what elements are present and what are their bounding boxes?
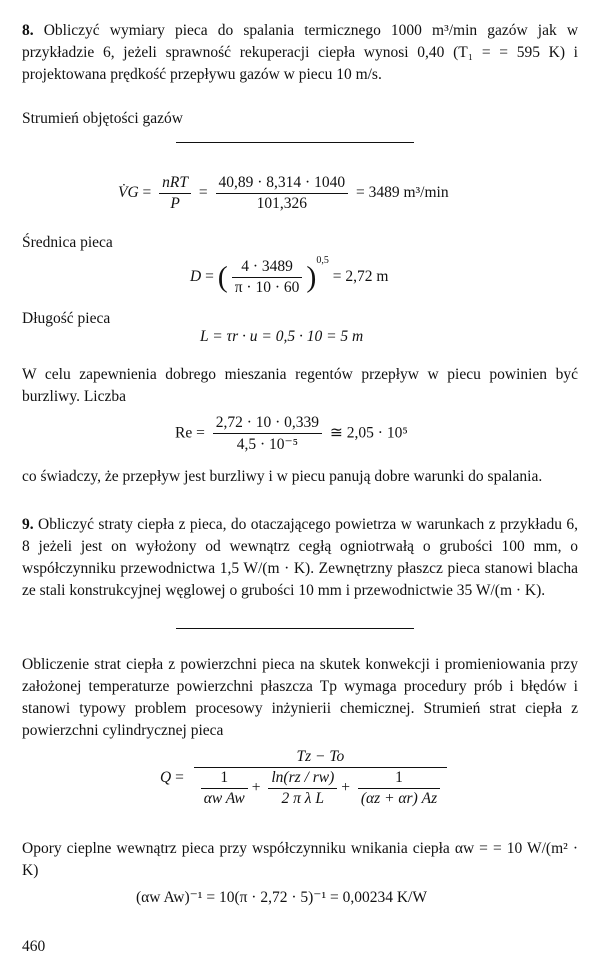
- eq-q-term2: [268, 769, 337, 808]
- eq-q-term1: [201, 769, 248, 808]
- eq-flow-frac2-num: 40,89 · 8,314 · 1040: [216, 174, 349, 194]
- eq-flow-lhs: V̇G: [118, 184, 139, 202]
- turbulence-text: W celu zapewnienia dobrego mieszania regentów przepływ w piecu powinien być burzliwy. Liczba: [22, 366, 578, 405]
- eq-d-exp: 0,5: [316, 255, 329, 267]
- problem-9-statement: [22, 514, 578, 602]
- eq-flow-frac1: [159, 174, 191, 213]
- diameter-label: Średnica pieca: [22, 234, 113, 251]
- eq-d-den: π · 10 · 60: [234, 279, 300, 296]
- eq-flow-frac2: [216, 174, 349, 213]
- length-label: Długość pieca: [22, 310, 111, 327]
- eq-flow-frac1-num: nRT: [159, 174, 191, 194]
- eq-q-t1-num: 1: [201, 769, 248, 789]
- eq-q-t1-den: αw Aw: [203, 790, 245, 807]
- problem-8-number: 8.: [22, 22, 34, 39]
- eq-q-t3-num: 1: [358, 769, 440, 789]
- eq-re-frac: [213, 414, 322, 454]
- equation-length: L = τr · u = 0,5 · 10 = 5 m: [200, 328, 364, 345]
- resistance-text: Opory cieplne wewnątrz pieca przy współczynniku wnikania ciepła αw = = 10 W/(m² · K): [22, 840, 578, 879]
- equation-flow: V̇G = $\frac{\text{nRT}}{P}$ = $\frac{40,89 \cdot 8,314 \cdot 1040}{101,326}$ = 3489 m³/min: [118, 174, 449, 212]
- problem-8-text: Obliczyć wymiary pieca do spalania termicznego 1000 m³/min gazów jak w przykładzie 6, jeżeli sprawność rekuperacji ciepła wynosi 0,40 (T₁ = = 595 K) i projektowana prędkość przepływu gazów w piecu 10 m/s.: [22, 22, 579, 83]
- equation-re: Re = $\frac{2,72 \cdot 10 \cdot 0,339}{\text{4,5 · 10⁻⁵}}$ ≅ 2,05 · 10⁵: [175, 414, 408, 453]
- eq-q-t3-den: (αz + αr) Az: [360, 790, 438, 807]
- eq-q-term3: [358, 769, 440, 808]
- eq-q-t2-num: ln(rz / rw): [268, 769, 337, 789]
- eq-re-num: 2,72 · 10 · 0,339: [213, 414, 322, 434]
- eq-q-lhs: Q: [160, 769, 172, 786]
- eq-re-lhs: Re: [175, 424, 193, 442]
- problem-9-text: Obliczyć straty ciepła z pieca, do otaczającego powietrza w warunkach z przykładu 6, 8 jeżeli jest on wyłożony od wewnątrz cegłą ogniotrwałą o grubości 100 mm, o współczynniku przewodnictwa 1,5 W/(m · K). Zewnętrzny płaszcz pieca stanowi blacha ze stali konstrukcyjnej węglowej o grubości 10 mm i przewodnictwie 35 W/(m · K).: [22, 516, 578, 599]
- eq-q-num: Tz − To: [194, 748, 447, 768]
- page-number: 460: [22, 938, 46, 955]
- eq-re-den: 4,5 · 10⁻⁵: [236, 436, 299, 453]
- eq-q-den: $\frac{1}{\text{αw Aw}}$ + $\frac{\ln(rz / rw)}{\text{2 π λ L}}$ + $\frac{1}{(\alpha z + \alpha r) Az}$: [194, 768, 447, 808]
- solution-text: Obliczenie strat ciepła z powierzchni pieca na skutek konwekcji i promieniowania przy założonej temperaturze powierzchni płaszcza Tp wymaga procedury prób i błędów i stanowi typowy problem procesowy inżynierii chemicznej. Strumień strat ciepła z powierzchni cylindrycznej pieca: [22, 656, 578, 739]
- problem-8-statement: [22, 20, 578, 86]
- eq-d-frac: [232, 258, 303, 297]
- problem-9-number: 9.: [22, 516, 34, 533]
- eq-flow-frac1-den: P: [170, 195, 180, 212]
- eq-d-lhs: D: [190, 268, 202, 286]
- equation-diameter: D = ( $\frac{4 \cdot 3489}{\pi \cdot 10 \cdot 60}$ )$^{0,5}$ = 2,72 m: [190, 255, 389, 296]
- equation-q: Q = Tz − To $\frac{1}{\text{αw Aw}}$ + $\frac{\ln(rz / rw)}{\text{2 π λ L}}$ + $\frac{1}{(\alpha z + \alpha r) Az}$: [160, 748, 451, 808]
- eq-flow-frac2-den: 101,326: [256, 195, 307, 212]
- eq-d-result: = 2,72 m: [332, 268, 389, 286]
- eq-q-main-frac: [194, 748, 447, 808]
- eq-re-result: ≅ 2,05 · 10⁵: [329, 424, 408, 442]
- flow-label: Strumień objętości gazów: [22, 110, 183, 127]
- equation-resistance: (αw Aw)⁻¹ = 10(π · 2,72 · 5)⁻¹ = 0,00234 K/W: [136, 889, 427, 906]
- divider-2: [176, 628, 414, 629]
- eq-flow-result: = 3489 m³/min: [355, 184, 449, 202]
- divider-1: [176, 142, 414, 143]
- conclusion-text: co świadczy, że przepływ jest burzliwy i w piecu panują dobre warunki do spalania.: [22, 468, 543, 485]
- eq-q-t2-den: 2 π λ L: [281, 790, 325, 807]
- eq-d-num: 4 · 3489: [232, 258, 303, 278]
